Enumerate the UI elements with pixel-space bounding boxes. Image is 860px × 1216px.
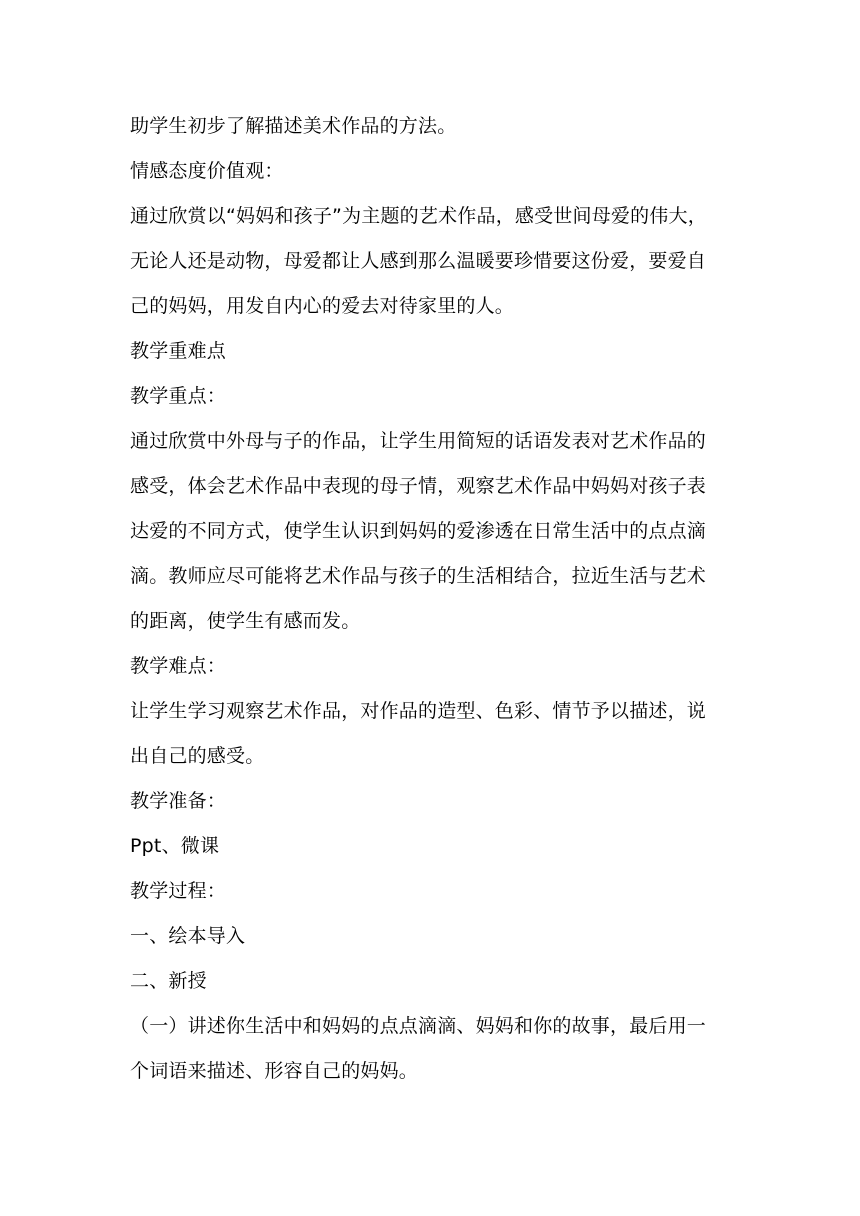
section-heading: 情感态度价值观： [130,160,284,182]
document-body [130,104,734,1094]
text-line: （一）讲述你生活中和妈妈的点点滴滴、妈妈和你的故事，最后用一 [130,1015,707,1037]
section-heading: 教学难点： [130,655,227,677]
text-line: 助学生初步了解描述美术作品的方法。 [130,115,457,137]
text-line: 滴。教师应尽可能将艺术作品与孩子的生活相结合，拉近生活与艺术 [130,565,707,587]
text-line: 的距离，使学生有感而发。 [130,610,361,632]
text-line: 通过欣赏中外母与子的作品，让学生用简短的话语发表对艺术作品的 [130,430,707,452]
text-line: Ppt、微课 [130,835,220,857]
text-line: 感受，体会艺术作品中表现的母子情，观察艺术作品中妈妈对孩子表 [130,475,707,497]
text-line: 达爱的不同方式，使学生认识到妈妈的爱渗透在日常生活中的点点滴 [130,520,707,542]
text-line: 己的妈妈，用发自内心的爱去对待家里的人。 [130,295,515,317]
list-item: 一、绘本导入 [130,925,246,947]
section-heading: 教学过程： [130,880,227,902]
list-item: 二、新授 [130,970,207,992]
text-line: 无论人还是动物，母爱都让人感到那么温暖要珍惜要这份爱，要爱自 [130,250,707,272]
section-heading: 教学准备： [130,790,227,812]
text-line: 通过欣赏以“妈妈和孩子”为主题的艺术作品，感受世间母爱的伟大， [130,205,707,227]
section-heading: 教学重难点 [130,340,227,362]
text-line: 出自己的感受。 [130,745,265,767]
text-line: 让学生学习观察艺术作品，对作品的造型、色彩、情节予以描述，说 [130,700,707,722]
text-line: 个词语来描述、形容自己的妈妈。 [130,1060,419,1082]
section-heading: 教学重点： [130,385,227,407]
